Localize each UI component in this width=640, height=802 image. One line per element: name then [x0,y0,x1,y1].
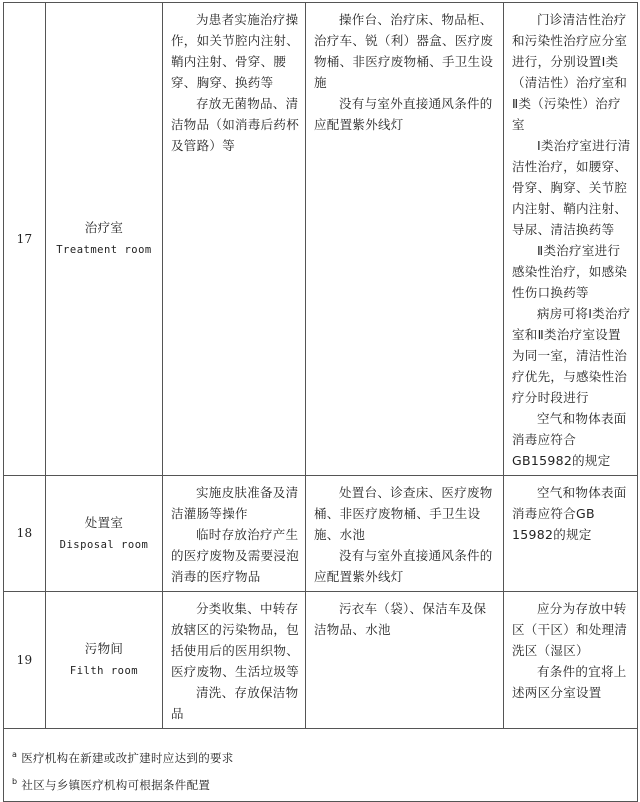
function-text: 实施皮肤准备及清洁灌肠等操作 [171,485,299,521]
footnote [12,743,631,770]
requirement-text: 应分为存放中转区（干区）和处理清洗区（湿区） [512,601,628,658]
footnote-row [4,729,638,802]
requirement-text: 病房可将Ⅰ类治疗室和Ⅱ类治疗室设置为同一室，清洁性治疗优先，与感染性治疗分时段进行 [512,306,631,405]
requirement-text: Ⅰ类治疗室进行清洁性治疗，如腰穿、骨穿、胸穿、关节腔内注射、鞘内注射、导尿、清洁换药等 [512,138,631,237]
row-number: 17 [4,3,46,476]
room-name-zh: 处置室 [84,514,124,530]
requirement-cell [504,592,638,729]
room-name-en: Filth room [69,665,139,677]
equipment-cell [306,592,504,729]
room-name-cell [46,3,163,476]
equipment-text: 处置台、诊查床、医疗废物桶、非医疗废物桶、手卫生设施、水池 [314,485,493,542]
function-text: 分类收集、中转存放辖区的污染物品，包括使用后的医用织物、医疗废物、生活垃圾等 [171,601,300,679]
function-text: 为患者实施治疗操作，如关节腔内注射、鞘内注射、骨穿、腰穿、胸穿、换药等 [171,12,300,90]
table-row [4,476,638,592]
equipment-text: 操作台、治疗床、物品柜、治疗车、锐（利）器盒、医疗废物桶、非医疗废物桶、手卫生设施 [314,12,494,90]
room-name-zh: 污物间 [84,641,124,656]
function-cell [163,3,306,476]
row-number: 19 [4,592,46,729]
footnote [12,770,631,797]
equipment-text: 没有与室外直接通风条件的应配置紫外线灯 [314,96,493,132]
function-text: 清洗、存放保洁物品 [171,685,299,721]
equipment-cell [306,476,504,592]
table-row [4,592,638,729]
footnotes-cell [4,729,638,802]
table-row [4,3,638,476]
room-name-cell [46,592,163,729]
footnote-text: 医疗机构在新建或改扩建时应达到的要求 [21,750,234,765]
footnote-mark: a [12,750,18,759]
requirement-cell [504,3,638,476]
requirement-text: 有条件的宜将上述两区分室设置 [512,664,627,700]
room-name-en: Treatment room [56,244,152,256]
room-name-en: Disposal room [59,538,149,551]
requirement-text: 空气和物体表面消毒应符合GB 15982的规定 [512,485,627,542]
function-cell [163,592,306,729]
room-name-zh: 治疗室 [84,220,124,235]
equipment-text: 没有与室外直接通风条件的应配置紫外线灯 [314,548,493,584]
requirement-text: 空气和物体表面消毒应符合GB15982的规定 [512,411,627,468]
equipment-cell [306,3,504,476]
room-standards-table [3,2,638,802]
requirement-text: 门诊清洁性治疗和污染性治疗应分室进行，分别设置Ⅰ类（清洁性）治疗室和Ⅱ类（污染性）治疗室 [512,12,628,132]
function-text: 存放无菌物品、清洁物品（如消毒后药杯及管路）等 [171,96,300,153]
room-name-cell [46,476,163,592]
function-text: 临时存放治疗产生的医疗废物及需要浸泡消毒的医疗物品 [171,527,300,584]
equipment-text: 污衣车（袋）、保洁车及保洁物品、水池 [314,601,487,637]
function-cell [163,476,306,592]
footnote-mark: b [12,776,18,786]
requirement-text: Ⅱ类治疗室进行感染性治疗，如感染性伤口换药等 [512,243,628,300]
requirement-cell [504,476,638,592]
row-number: 18 [4,476,46,592]
footnote-text: 社区与乡镇医疗机构可根据条件配置 [21,777,211,792]
